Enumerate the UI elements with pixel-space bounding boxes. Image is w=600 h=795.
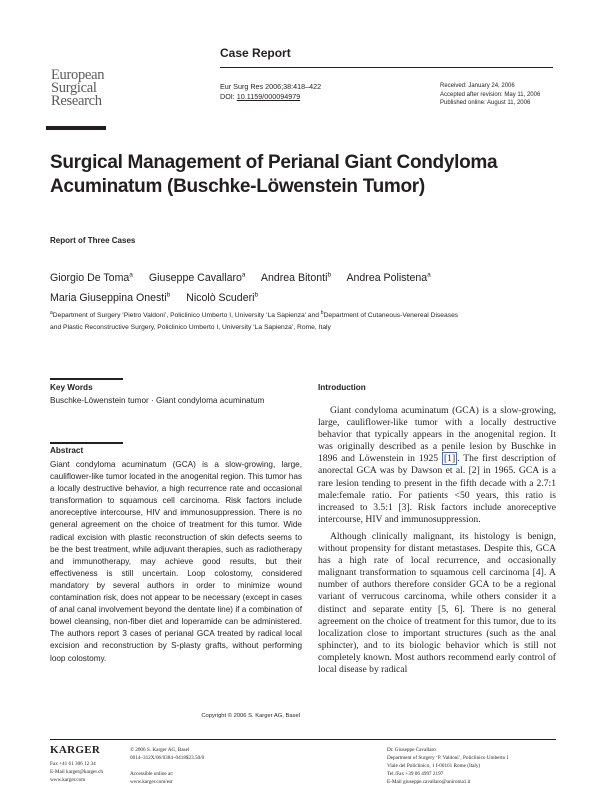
introduction-body: [318, 405, 556, 681]
publisher-contact: [50, 760, 103, 784]
doi-link[interactable]: 10.1159/000094979: [236, 92, 301, 101]
addr-dept: Department of Surgery ‘P. Valdoni’, Policlinico Umberto I: [387, 755, 509, 761]
citation-line: Eur Surg Res 2006;38:418–422: [220, 82, 322, 91]
introduction-heading: Introduction: [318, 383, 366, 392]
author-sup: b: [327, 271, 332, 278]
abstract-rule: [50, 442, 123, 444]
addr-street: Viale del Policlinico, 1 I-00161 Rome (Italy): [387, 763, 481, 769]
author-name: Giorgio De Toma: [50, 271, 130, 284]
abstract-text: Giant condyloma acuminatum (GCA) is a slow-growing, large, cauliflower-like tumor located in the anogenital region. This tumor has a locally destructive behavior, a high recurrence rate and occasional transformation to squamous cell carcinoma. Risk factors include anoreceptive intercourse, HIV and immunosuppression. There is no general agreement on the choice of treatment for this tumor. Wide radical excision with plastic reconstruction of skin defects seems to be the best treatment, while adjuvant therapies, such as radiotherapy and immunotherapy, may achieve good results, but their effectiveness is still uncertain. Loop colostomy, considered mandatory by several authors in order to minimize wound contamination risk, does not appear to be necessary (except in cases of anal canal involvement beyond the dentate line) if a combination of bowel cleansing, non-fiber diet and loperamide can be administered. The authors report 3 cases of perianal GCA treated by radical local excision and reconstruction by S-plasty grafts, without performing loop colostomy.: [50, 460, 302, 663]
author-name: Nicolò Scuderi: [186, 292, 255, 305]
addr-name: Dr. Giuseppe Cavallaro: [387, 747, 436, 753]
publication-info: [130, 746, 204, 786]
header-rule: [220, 67, 553, 68]
affil-sup-b: b: [320, 310, 324, 316]
doi-label: DOI:: [220, 92, 237, 101]
author-list: [50, 266, 550, 307]
title-rule: [46, 126, 106, 130]
author-sup: b: [166, 291, 171, 299]
publisher-logo: KARGER: [50, 744, 101, 756]
contact-web: www.karger.com: [50, 777, 86, 783]
citation-block: [220, 82, 321, 102]
addr-email: E-Mail giuseppe.cavallaro@uniroma1.it: [387, 779, 471, 785]
paper-subtitle: Report of Three Cases: [50, 236, 136, 245]
author-name: Andrea Polistena: [346, 271, 428, 284]
affil-text-b: Department of Cutaneous-Venereal Diseases and Plastic Reconstructive Surgery, Policlinico Umberto I, University ‘La Sapienza’, Rome, Italy: [50, 312, 459, 331]
keywords-heading: Key Words: [50, 383, 93, 392]
author: [186, 292, 258, 304]
abstract-heading: Abstract: [50, 446, 84, 455]
addr-phone: Tel./Fax +39 06 4997 2197: [387, 771, 444, 777]
published-date: Published online: August 11, 2006: [440, 100, 531, 106]
author-name: Maria Giuseppina Onesti: [50, 292, 167, 305]
accepted-date: Accepted after revision: May 11, 2006: [440, 91, 541, 98]
author: [346, 272, 430, 284]
pub-issn: 0014–312X/06/0384–0418$23.50/0: [130, 755, 205, 761]
doi-line: [220, 92, 321, 102]
author-sup: a: [129, 271, 133, 278]
dates-block: [440, 82, 540, 108]
author-name: Giuseppe Cavallaro: [148, 271, 242, 284]
intro-paragraph-2: Although clinically malignant, its histology is benign, without propensity for distant metastases. Despite this, GCA has a high rate of local recurrence, and occasionally malignant transformation to squamous cell carcinoma [4]. A number of authors therefore consider GCA to be a regional variant of verrucous carcinoma, while others consider it a distinct and separate entity [5, 6]. There is no general agreement on the choice of treatment for this tumor, due to its localization close to important structures (such as the anal sphincter), and to its biologic behavior which is still not completely known. Most authors recommend early control of local disease by radical: [318, 530, 556, 675]
article-type: Case Report: [220, 46, 291, 60]
author-name: Andrea Bitonti: [260, 271, 328, 284]
journal-logo: [51, 69, 104, 108]
intro-p1-part-b: . The first description of anorectal GCA was by Dawson et al. [2] in 1965. GCA is a rare lesion tending to present in the fifth decade with a 2.7:1 male:female ratio. For patients <50 years, this ratio is increased to 3.5:1 [3]. Risk factors include anoreceptive intercourse, HIV and immunosuppression.: [318, 453, 556, 525]
contact-fax: Fax +41 61 306 12 34: [50, 761, 96, 767]
pub-url: www.karger.com/esr: [130, 779, 173, 785]
logo-line-3: Research: [51, 93, 102, 109]
author-sup: b: [254, 291, 259, 299]
author: [50, 272, 133, 284]
author-sup: a: [427, 271, 431, 278]
pub-copyright: © 2006 S. Karger AG, Basel: [130, 747, 190, 753]
author: [261, 272, 331, 284]
footer-rule: [50, 739, 556, 740]
pub-spacer: [130, 762, 204, 770]
received-date: Received: January 24, 2006: [440, 83, 515, 89]
keywords-rule: [50, 378, 123, 380]
keywords-text: Buschke-Löwenstein tumor · Giant condyloma acuminatum: [50, 396, 265, 405]
author: [50, 292, 170, 304]
paper-title: Surgical Management of Perianal Giant Condyloma Acuminatum (Buschke-Löwenstein Tumor): [50, 152, 498, 197]
copyright-line: Copyright © 2006 S. Karger AG, Basel: [201, 713, 300, 719]
reference-link[interactable]: [1]: [443, 453, 456, 465]
intro-p1-part-a: Giant condyloma acuminatum (GCA) is a slow-growing, large, cauliflower-like tumor with a locally destructive behavior that typically appears in the anogenital region. It was originally described as a penile lesion by Buschke in 1896 and Löwenstein in 1925: [318, 405, 556, 465]
logo-line-2: Surgical: [51, 80, 97, 96]
pub-accessible: Accessible online at:: [130, 771, 174, 777]
correspondence-address: [387, 746, 508, 786]
logo-line-1: European: [51, 67, 105, 83]
affiliations: [50, 308, 470, 333]
author-sup: a: [241, 271, 246, 278]
author: [149, 272, 246, 284]
contact-email: E-Mail karger@karger.ch: [50, 769, 103, 775]
affil-sup-a: a: [50, 310, 53, 316]
intro-paragraph-1: [318, 405, 556, 526]
affil-text-a: Department of Surgery ‘Pietro Valdoni’, Policlinico Umberto I, University ‘La Sapienza’ and: [52, 312, 321, 320]
